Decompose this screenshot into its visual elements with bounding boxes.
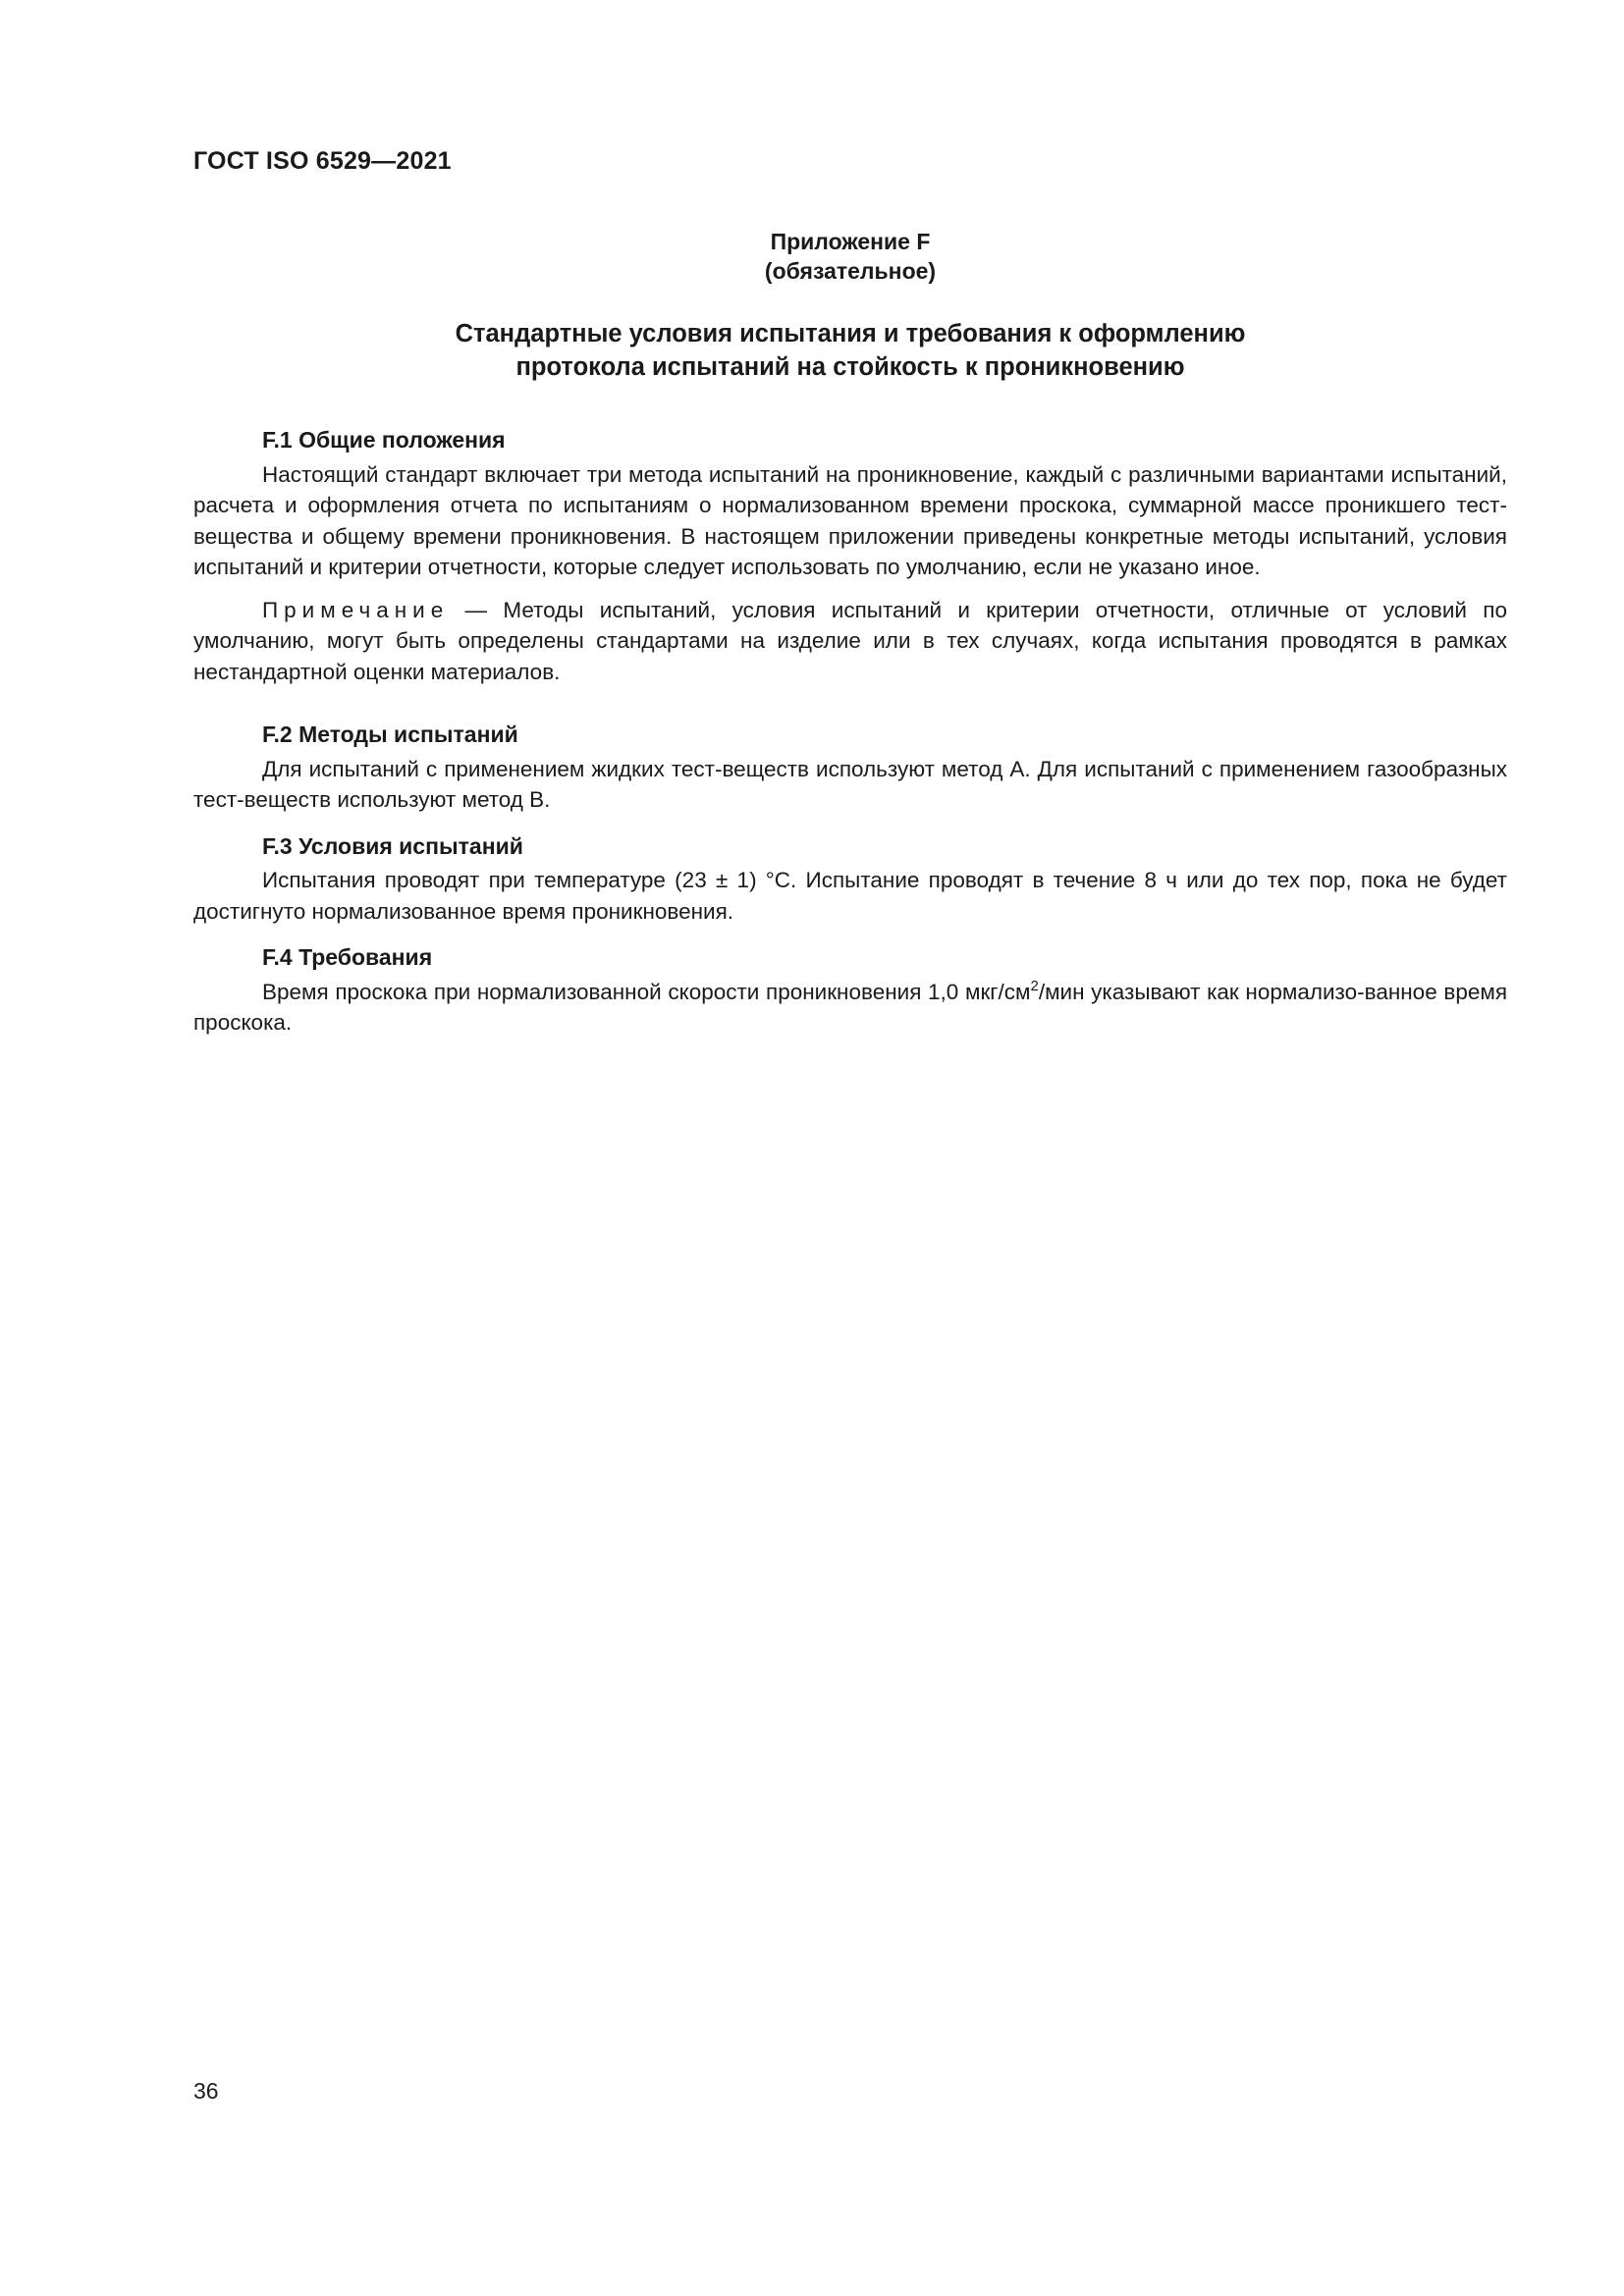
page-number: 36: [193, 2078, 219, 2104]
f4-superscript: 2: [1030, 977, 1039, 994]
f4-text-before: Время проскока при нормализованной скорости проникновения 1,0 мкг/см: [262, 979, 1031, 1004]
section-note-f1: [193, 595, 1507, 688]
section-heading-f4: F.4 Требования: [262, 944, 433, 970]
section-f4: [193, 942, 1507, 1039]
section-heading-f2: F.2 Методы испытаний: [262, 721, 518, 747]
section-heading-f3: F.3 Условия испытаний: [262, 832, 523, 859]
f4-text-after: /мин указывают как нормализо-ванное время проскока.: [193, 979, 1507, 1035]
document-id-header: ГОСТ ISO 6529—2021: [193, 147, 452, 175]
annex-title: [193, 317, 1507, 384]
section-paragraph-f4: [193, 977, 1507, 1039]
section-f3: [193, 831, 1507, 928]
annex-content: [193, 425, 1507, 1039]
annex-title-line-1: Стандартные условия испытания и требования к оформлению: [455, 320, 1246, 347]
section-f2: [193, 720, 1507, 816]
section-f1: [193, 425, 1507, 687]
note-text: — Методы испытаний, условия испытаний и критерии отчетности, отличные от условий по умолчанию, могут быть определены стандартами на изделие или в тех случаях, когда испытания проводятся в рамках нестандартной оценки материалов.: [193, 597, 1507, 684]
note-label: Примечание: [262, 597, 450, 622]
section-paragraph-f1: Настоящий стандарт включает три метода испытаний на проникновение, каждый с различными вариантами испытаний, расчета и оформления отчета по испытаниям о нормализованном времени проскока, суммарной массе проникшего тест-вещества и общему времени проникновения. В настоящем приложении приведены конкретные методы испытаний, условия испытаний и критерии отчетности, которые следует использовать по умолчанию, если не указано иное.: [193, 461, 1507, 579]
annex-label: Приложение F: [770, 229, 931, 254]
section-paragraph-f3: Испытания проводят при температуре (23 ± 1) °С. Испытание проводят в течение 8 ч или до тех пор, пока не будет достигнуто нормализованное время проникновения.: [193, 868, 1507, 924]
annex-title-line-2: протокола испытаний на стойкость к проникновению: [515, 353, 1185, 381]
section-heading-f1: F.1 Общие положения: [262, 427, 506, 453]
section-paragraph-f2: Для испытаний с применением жидких тест-веществ используют метод А. Для испытаний с применением газообразных тест-веществ используют метод В.: [193, 756, 1507, 812]
annex-type: (обязательное): [764, 258, 937, 284]
